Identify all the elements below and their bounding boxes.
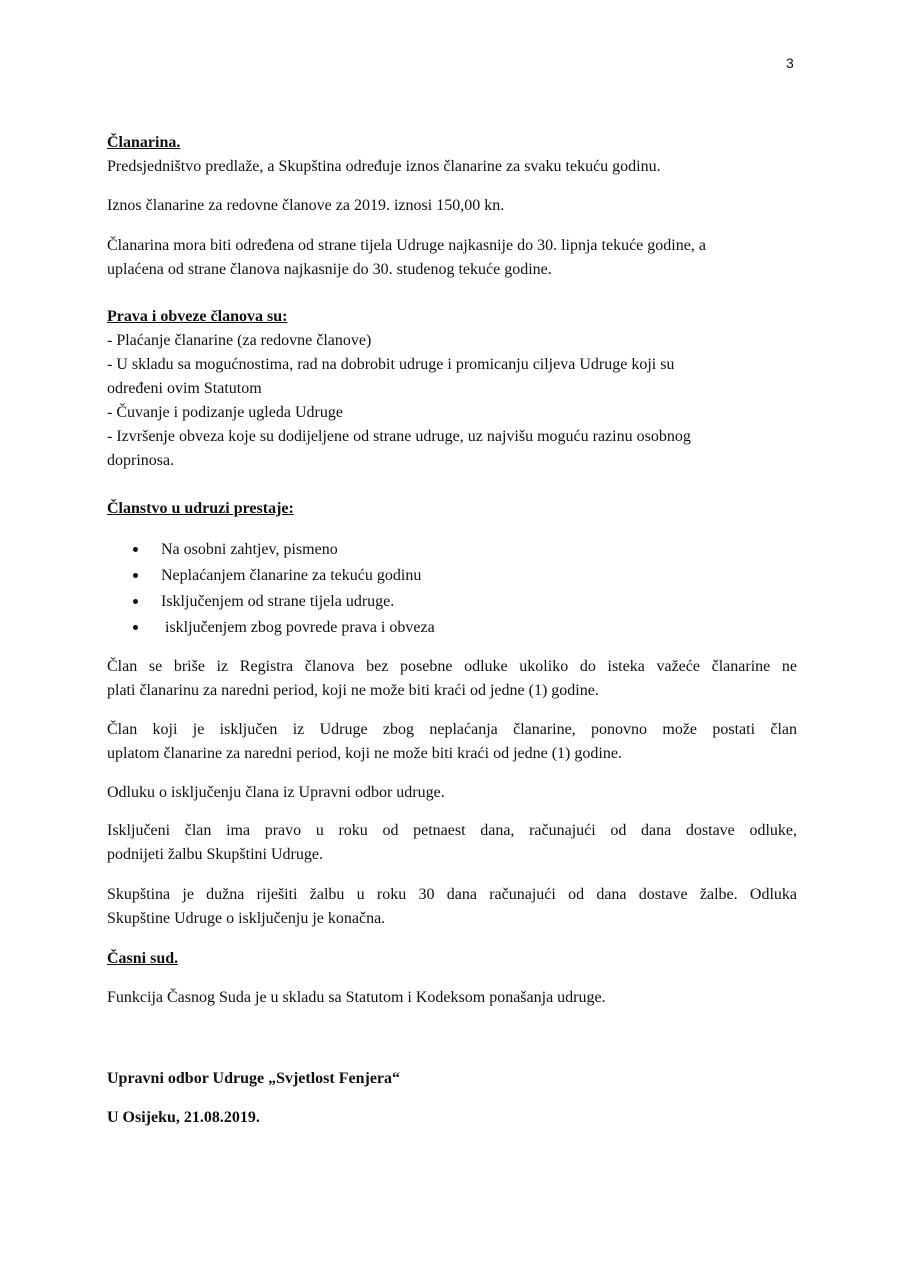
bullet-icon	[133, 573, 138, 578]
list-line: doprinosa.	[107, 452, 175, 469]
signature-place-date: U Osijeku, 21.08.2019.	[107, 1109, 260, 1126]
paragraph-zalba	[107, 819, 797, 867]
list-line: određeni ovim Statutom	[107, 380, 262, 397]
list-line: - Plaćanje članarine (za redovne članove)	[107, 332, 372, 349]
bullet-icon	[133, 625, 138, 630]
bullet-text: Na osobni zahtjev, pismeno	[161, 541, 338, 558]
list-line: - Izvršenje obveza koje su dodijeljene od strane udruge, uz najvišu moguću razinu osobnog	[107, 428, 691, 445]
paragraph-line: Isključeni član ima pravo u roku od petnaest dana, računajući od dana dostave odluke,	[107, 822, 797, 839]
paragraph-line: Funkcija Časnog Suda je u skladu sa Statutom i Kodeksom ponašanja udruge.	[107, 989, 606, 1006]
list-line: - U skladu sa mogućnostima, rad na dobrobit udruge i promicanju ciljeva Udruge koji su	[107, 356, 675, 373]
paragraph-line: Skupština je dužna riješiti žalbu u roku 30 dana računajući od dana dostave žalbe. Odluka	[107, 886, 797, 903]
signature-organization: Upravni odbor Udruge „Svjetlost Fenjera“	[107, 1070, 401, 1087]
paragraph-line: Skupštine Udruge o isključenju je konačna.	[107, 910, 386, 927]
paragraph-line: Predsjedništvo predlaže, a Skupština određuje iznos članarine za svaku tekuću godinu.	[107, 158, 661, 175]
list-line: - Čuvanje i podizanje ugleda Udruge	[107, 404, 343, 421]
paragraph-iskljucen	[107, 718, 797, 766]
paragraph-line: podnijeti žalbu Skupštini Udruge.	[107, 846, 323, 863]
section-heading-casni-sud: Časni sud.	[107, 950, 179, 967]
section-heading-clanarina: Članarina.	[107, 134, 181, 151]
page-number: 3	[786, 55, 794, 71]
bullet-text: Isključenjem od strane tijela udruge.	[161, 593, 395, 610]
paragraph-line: Član se briše iz Registra članova bez posebne odluke ukoliko do isteka važeće članarine ne	[107, 658, 797, 675]
section-heading-clanstvo: Članstvo u udruzi prestaje:	[107, 500, 294, 517]
bullet-text: Neplaćanjem članarine za tekuću godinu	[161, 567, 422, 584]
paragraph-line: Odluku o isključenju člana iz Upravni odbor udruge.	[107, 784, 445, 801]
paragraph-line: Član koji je isključen iz Udruge zbog neplaćanja članarine, ponovno može postati član	[107, 721, 797, 738]
paragraph-line: uplatom članarine za naredni period, koji ne može biti kraći od jedne (1) godine.	[107, 745, 622, 762]
bullet-text: isključenjem zbog povrede prava i obveza	[161, 619, 435, 636]
paragraph-line: plati članarinu za naredni period, koji ne može biti kraći od jedne (1) godine.	[107, 682, 599, 699]
paragraph-line: Iznos članarine za redovne članove za 2019. iznosi 150,00 kn.	[107, 197, 505, 214]
bullet-icon	[133, 547, 138, 552]
bullet-icon	[133, 599, 138, 604]
paragraph-line: Članarina mora biti određena od strane tijela Udruge najkasnije do 30. lipnja tekuće godine, a	[107, 237, 706, 254]
paragraph-line: uplaćena od strane članova najkasnije do 30. studenog tekuće godine.	[107, 261, 552, 278]
paragraph-skupstina	[107, 883, 797, 931]
paragraph-brisanje	[107, 655, 797, 703]
section-heading-prava: Prava i obveze članova su:	[107, 308, 288, 325]
